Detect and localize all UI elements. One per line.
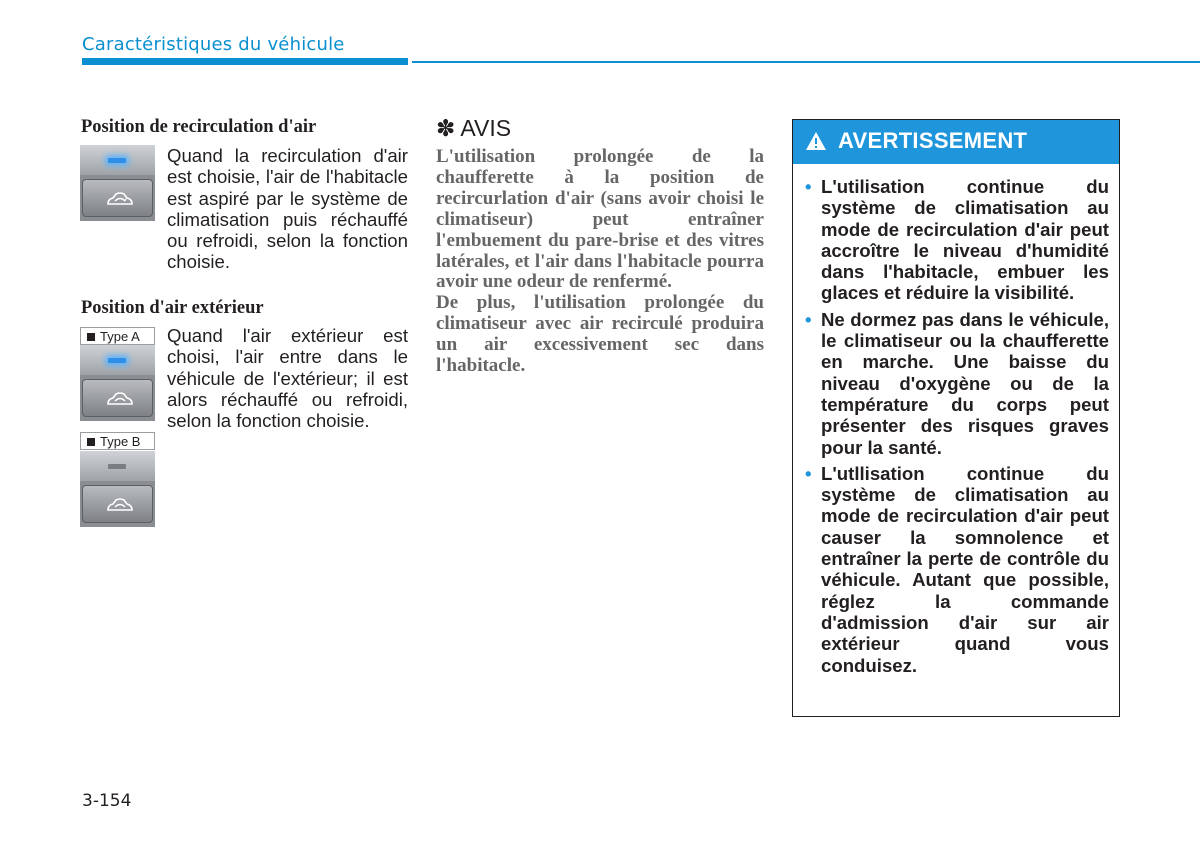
asterisk-icon: ✽ [436,115,456,141]
recirculation-button-icon [105,190,135,210]
indicator-light-on [108,158,126,163]
bullet-icon: • [805,308,812,330]
warning-list [805,176,1109,681]
type-a-label: Type A [80,327,155,345]
warning-header [793,120,1119,164]
recirc-description: Quand la recirculation d'air est choisie, l'air de l'habitacle est aspiré par le système de climatisation puis réchauffé ou refroidi, selon la fonction choisie. [167,145,408,273]
indicator-light-on [108,358,126,363]
warning-item: • L'utllisation continue du système de climatisation au mode de recirculation d'air peut causer la somnolence et entraîner la perte de contrôle du véhicule. Autant que possible, réglez la commande d'admission d'air sur air extérieur quand vous conduisez. [805,462,1109,676]
outside-description: Quand l'air extérieur est choisi, l'air entre dans le véhicule de l'extérieur; il est alors réchauffé ou refroidi, selon la fonction choisie. [167,325,408,432]
warning-item: • Ne dormez pas dans le véhicule, le climatiseur ou la chaufferette en marche. Une baisse du niveau d'oxygène ou de la température du corps peut présenter des risques graves pour la santé. [805,308,1109,458]
section-title: Caractéristiques du véhicule [82,34,345,55]
type-b-label: Type B [80,432,155,450]
header-rule-thin [412,61,1200,63]
recirculation-button-icon [105,496,135,516]
header-rule-thick [82,58,408,65]
recirc-heading: Position de recirculation d'air [81,117,317,137]
page-number: 3-154 [82,791,132,811]
recirculation-button-icon [105,390,135,410]
outside-air-button-photo-type-b [80,451,155,527]
warning-box [792,119,1120,717]
outside-heading: Position d'air extérieur [81,298,264,318]
warning-item: • L'utilisation continue du système de climatisation au mode de recirculation d'air peut accroître le niveau d'humidité dans l'habitacle, embuer les glaces et réduire la visibilité. [805,176,1109,304]
warning-triangle-icon [805,131,827,151]
avis-title: ✽ AVIS [436,115,512,141]
bullet-icon: • [805,462,812,484]
outside-air-button-photo-type-a [80,345,155,421]
warning-title: AVERTISSEMENT [838,128,1028,153]
avis-body: L'utilisation prolongée de la chaufferette à la position de recircurlation d'air (sans avoir choisi le climatiseur) peut entraîner l'embuement du pare-brise et des vitres latérales, et l'air dans l'habitacle pourra avoir une odeur de renfermé. De plus, l'utilisation prolongée du climatiseur avec air recirculé produira un air excessivement sec dans l'habitacle. [436,146,764,377]
recirc-button-photo [80,145,155,221]
indicator-light-off [108,464,126,469]
bullet-icon: • [805,176,812,197]
